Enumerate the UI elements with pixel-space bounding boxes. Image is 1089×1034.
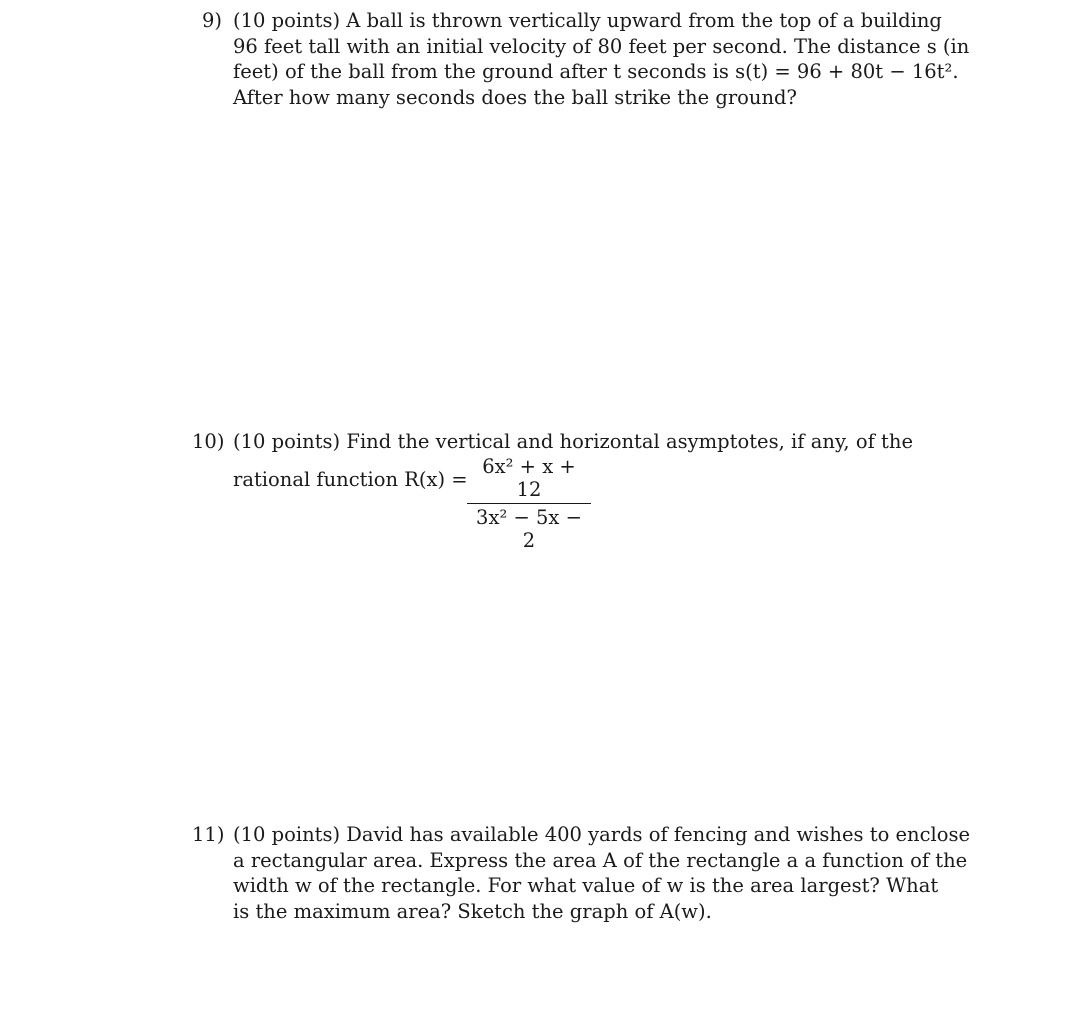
text-line: After how many seconds does the ball strike the ground? xyxy=(233,86,797,110)
problem-number: 11) xyxy=(192,823,225,846)
text-line: feet) of the ball from the ground after t seconds is s(t) = 96 + 80t − 16t². xyxy=(233,60,959,84)
function-definition: rational function R(x) = xyxy=(233,468,468,491)
problem-number: 10) xyxy=(192,430,225,453)
problem-text xyxy=(233,8,970,111)
text-line: width w of the rectangle. For what value of w is the area largest? What xyxy=(233,874,939,898)
fraction-numerator: 6x² + x + 12 xyxy=(482,455,576,501)
problem-text xyxy=(233,822,971,925)
fraction-denominator: 3x² − 5x − 2 xyxy=(476,506,582,553)
text-line: a rectangular area. Express the area A of the rectangle a a function of the xyxy=(233,848,968,872)
rational-fraction xyxy=(467,455,591,552)
text-line: 96 feet tall with an initial velocity of 80 feet per second. The distance s (in xyxy=(233,34,970,58)
text-line: (10 points) A ball is thrown vertically upward from the top of a building xyxy=(233,9,942,32)
text-line: is the maximum area? Sketch the graph of A(w). xyxy=(233,900,712,924)
problem-text xyxy=(233,429,913,455)
text-line: (10 points) Find the vertical and horizontal asymptotes, if any, of the xyxy=(233,430,913,453)
text-line: (10 points) David has available 400 yards of fencing and wishes to enclose xyxy=(233,823,971,846)
problem-number: 9) xyxy=(202,9,223,32)
